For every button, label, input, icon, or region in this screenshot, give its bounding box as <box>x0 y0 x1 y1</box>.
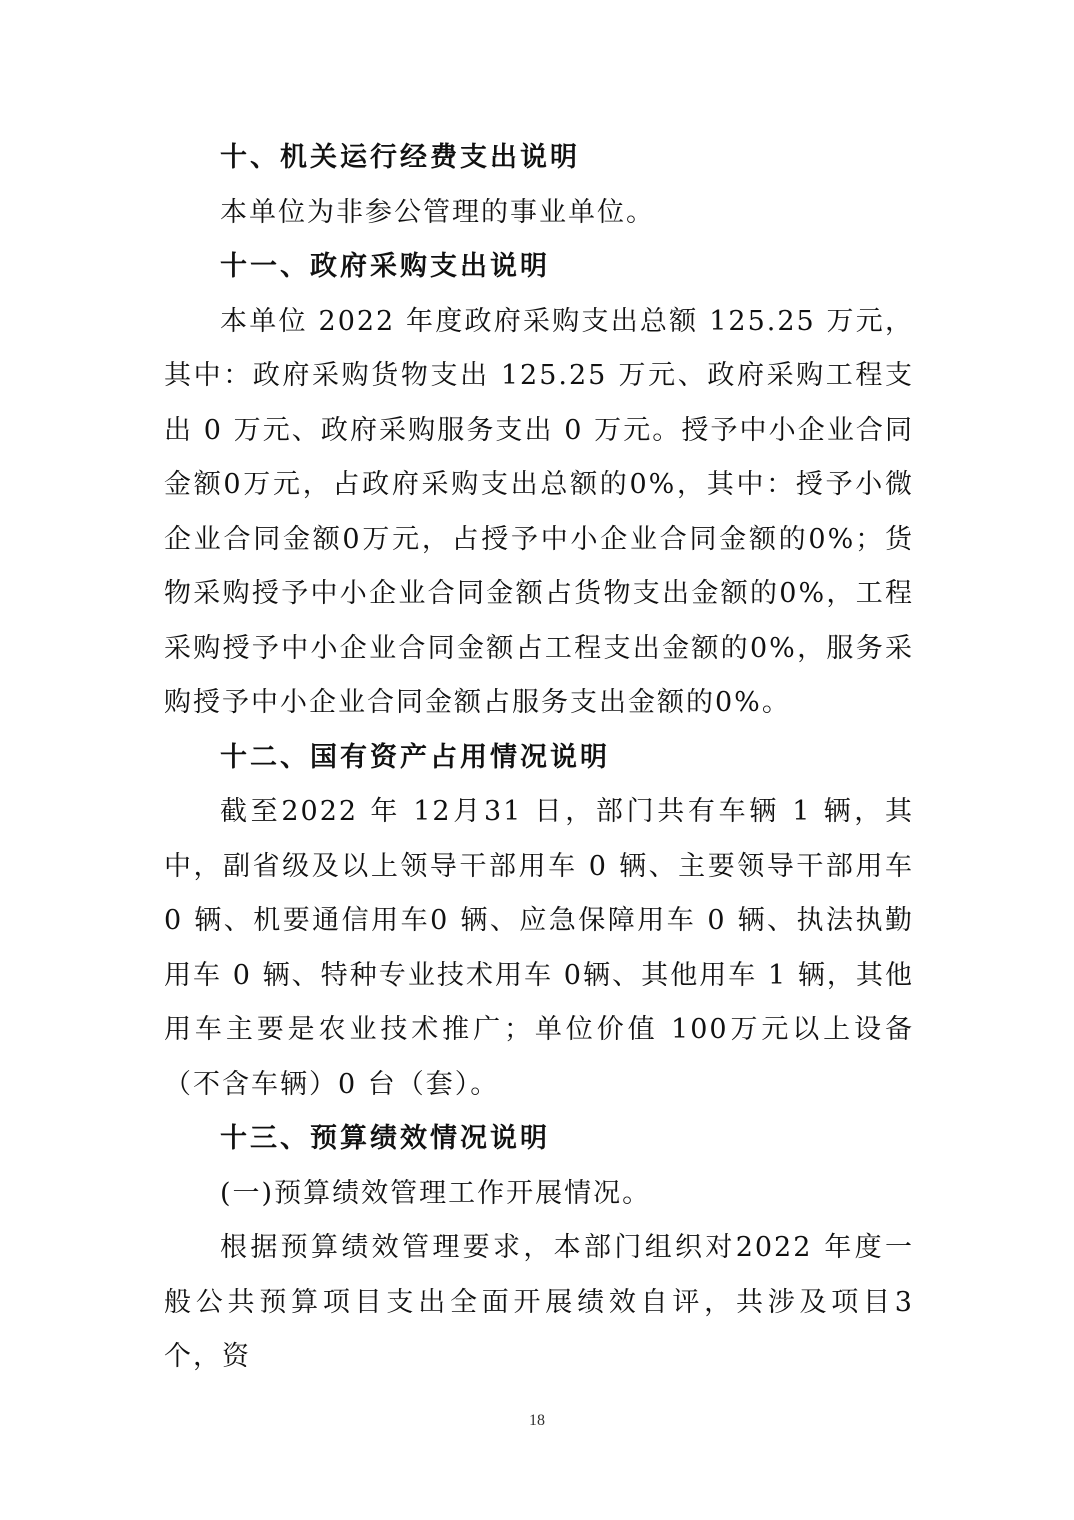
section-heading-10: 十、机关运行经费支出说明 <box>220 142 580 173</box>
document-body <box>164 131 914 1385</box>
paragraph-government-procurement: 本单位 2022 年度政府采购支出总额 125.25 万元，其中：政府采购货物支出 125.25 万元、政府采购工程支出 0 万元、政府采购服务支出 0 万元。授予中小企业合同金额0万元，占政府采购支出总额的0%，其中：授予小微企业合同金额0万元，占授予中小企业合同金额的0%；货物采购授予中小企业合同金额占货物支出金额的0%，工程采购授予中小企业合同金额占工程支出金额的0%，服务采购授予中小企业合同金额占服务支出金额的0%。 <box>164 305 914 718</box>
paragraph-performance-evaluation: 根据预算绩效管理要求，本部门组织对2022 年度一般公共预算项目支出全面开展绩效自评，共涉及项目3 个，资 <box>164 1232 914 1372</box>
page-number: 18 <box>529 1412 545 1429</box>
subheading-performance-management: (一)预算绩效管理工作开展情况。 <box>220 1177 652 1209</box>
paragraph-operating-expenses: 本单位为非参公管理的事业单位。 <box>220 196 655 228</box>
section-heading-13: 十三、预算绩效情况说明 <box>220 1123 550 1154</box>
section-heading-11: 十一、政府采购支出说明 <box>220 251 550 282</box>
paragraph-state-assets: 截至2022 年 12月31 日，部门共有车辆 1 辆，其中，副省级及以上领导干部用车 0 辆、主要领导干部用车0 辆、机要通信用车0 辆、应急保障用车 0 辆、执法执勤用车 0 辆、特种专业技术用车 0辆、其他用车 1 辆，其他用车主要是农业技术推广；单位价值 100万元以上设备（不含车辆）0 台（套）。 <box>164 796 914 1100</box>
section-heading-12: 十二、国有资产占用情况说明 <box>220 741 610 773</box>
